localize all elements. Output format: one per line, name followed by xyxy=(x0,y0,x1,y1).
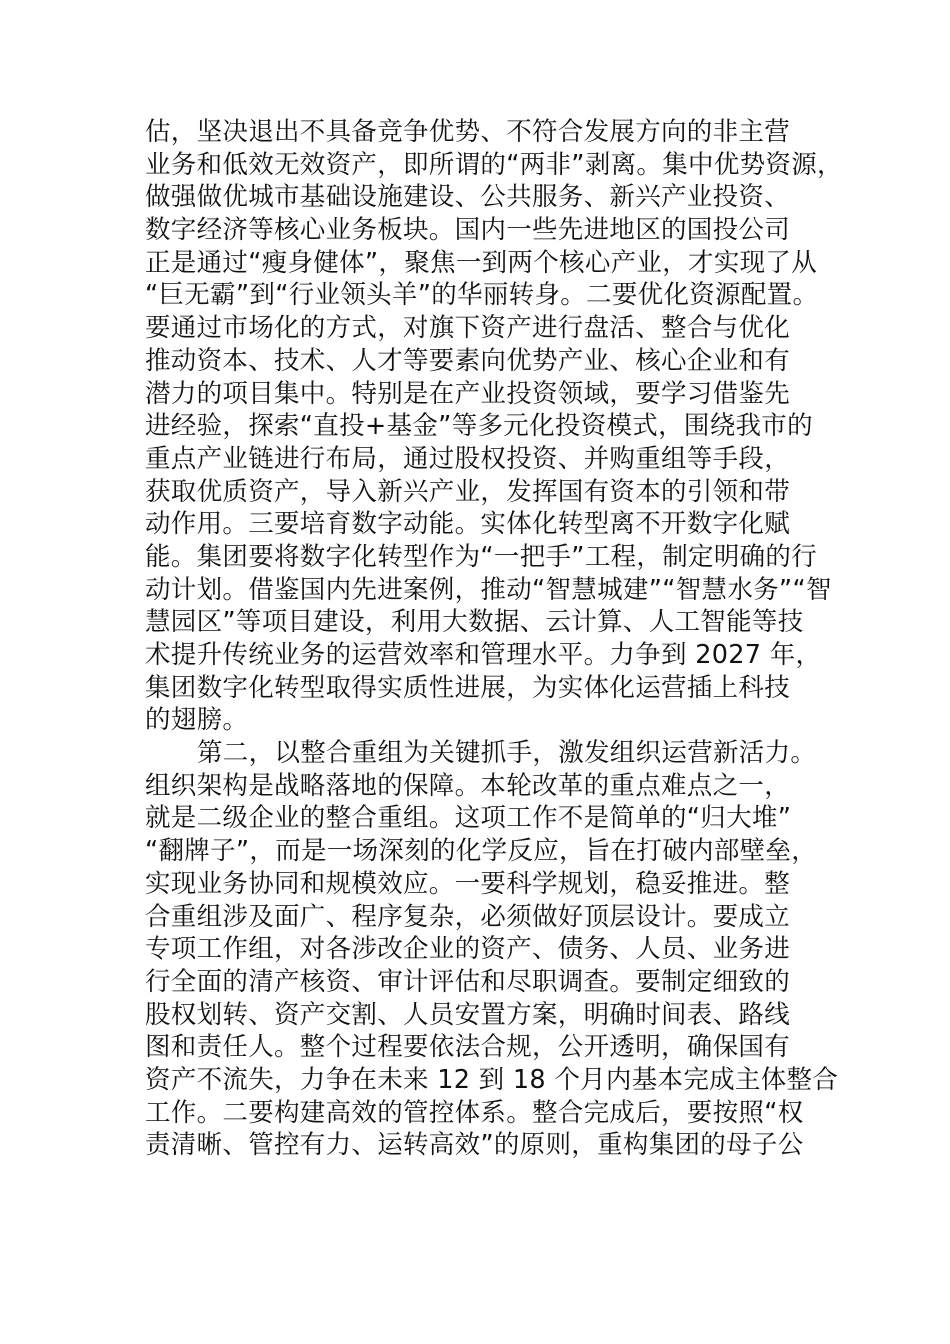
text-line: 图和责任人。整个过程要依法合规，公开透明，确保国有 xyxy=(145,1032,791,1063)
text-line: 推动资本、技术、人才等要素向优势产业、核心企业和有 xyxy=(145,345,791,376)
text-line: 行全面的清产核资、审计评估和尽职调查。要制定细致的 xyxy=(145,966,791,997)
text-line: 实现业务协同和规模效应。一要科学规划，稳妥推进。整 xyxy=(145,868,791,899)
text-line: 重点产业链进行布局，通过股权投资、并购重组等手段， xyxy=(145,443,791,474)
text-line: 能。集团要将数字化转型作为“一把手”工程，制定明确的行 xyxy=(145,541,818,572)
text-line: 潜力的项目集中。特别是在产业投资领域，要学习借鉴先 xyxy=(145,378,791,409)
paragraph-1 xyxy=(145,116,845,737)
text-line: 合重组涉及面广、程序复杂，必须做好顶层设计。要成立 xyxy=(145,901,791,932)
text-line: 股权划转、资产交割、人员安置方案，明确时间表、路线 xyxy=(145,999,791,1030)
text-line: 获取优质资产，导入新兴产业，发挥国有资本的引领和带 xyxy=(145,476,791,507)
text-line: 进经验，探索“直投+基金”等多元化投资模式，围绕我市的 xyxy=(145,411,813,442)
document-page xyxy=(145,116,845,1162)
text-line: 业务和低效无效资产，即所谓的“两非”剥离。集中优势资源， xyxy=(145,149,843,180)
text-line: 动作用。三要培育数字动能。实体化转型离不开数字化赋 xyxy=(145,509,791,540)
text-line: 做强做优城市基础设施建设、公共服务、新兴产业投资、 xyxy=(145,182,791,213)
text-line: “巨无霸”到“行业领头羊”的华丽转身。二要优化资源配置。 xyxy=(145,280,819,311)
text-line: 集团数字化转型取得实质性进展，为实体化运营插上科技 xyxy=(145,672,791,703)
text-line: 动计划。借鉴国内先进案例，推动“智慧城建”“智慧水务”“智 xyxy=(145,574,832,605)
text-line: “翻牌子”，而是一场深刻的化学反应，旨在打破内部壁垒， xyxy=(145,836,818,867)
text-line: 组织架构是战略落地的保障。本轮改革的重点难点之一， xyxy=(145,770,791,801)
text-line: 要通过市场化的方式，对旗下资产进行盘活、整合与优化 xyxy=(145,313,791,344)
text-line: 就是二级企业的整合重组。这项工作不是简单的“归大堆” xyxy=(145,803,792,834)
paragraph-2 xyxy=(145,737,845,1162)
text-line: 工作。二要构建高效的管控体系。整合完成后，要按照“权 xyxy=(145,1097,804,1128)
text-line: 数字经济等核心业务板块。国内一些先进地区的国投公司 xyxy=(145,215,791,246)
section-heading-line: 第二，以整合重组为关键抓手，激发组织运营新活力。 xyxy=(197,738,817,769)
text-line: 资产不流失，力争在未来 12 到 18 个月内基本完成主体整合 xyxy=(145,1064,839,1095)
text-line: 正是通过“瘦身健体”，聚焦一到两个核心产业，才实现了从 xyxy=(145,247,818,278)
text-line: 的翅膀。 xyxy=(145,705,249,736)
text-line: 慧园区”等项目建设，利用大数据、云计算、人工智能等技 xyxy=(145,607,804,638)
text-line: 责清晰、管控有力、运转高效”的原则，重构集团的母子公 xyxy=(145,1130,804,1161)
text-line: 专项工作组，对各涉改企业的资产、债务、人员、业务进 xyxy=(145,934,791,965)
text-line: 估，坚决退出不具备竞争优势、不符合发展方向的非主营 xyxy=(145,117,791,147)
text-line: 术提升传统业务的运营效率和管理水平。力争到 2027 年， xyxy=(145,640,822,670)
